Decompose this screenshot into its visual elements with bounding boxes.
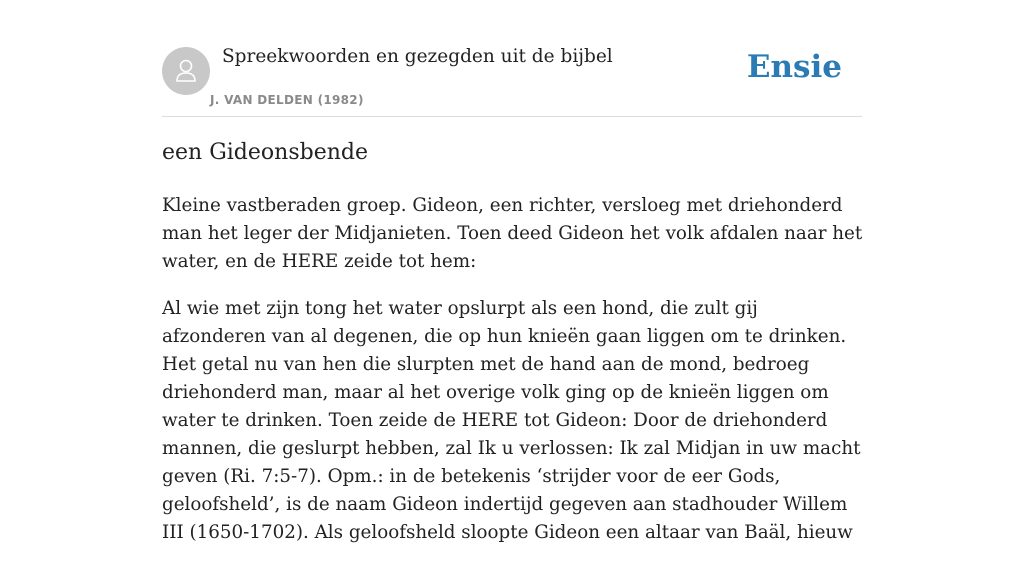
user-icon bbox=[171, 56, 201, 86]
entry-body bbox=[162, 192, 864, 566]
ensie-logo[interactable]: Ensie bbox=[746, 49, 842, 85]
avatar bbox=[162, 47, 210, 95]
entry-paragraph: Kleine vastberaden groep. Gideon, een richter, versloeg met driehonderd man het leger der Midjanieten. Toen deed Gideon het volk afdalen naar het water, en de HERE zeide tot hem: bbox=[162, 195, 863, 272]
entry-paragraph: Al wie met zijn tong het water opslurpt als een hond, die zult gij afzonderen van al degenen, die op hun knieën gaan liggen om te drinken. Het getal nu van hen die slurpten met de hand aan de mond, bedroeg driehonderd man, maar al het overige volk ging op de knieën liggen om water te drinken. Toen zeide de HERE tot Gideon: Door de driehonderd mannen, die geslurpt hebben, zal Ik u verlossen: Ik zal Midjan in uw macht geven (Ri. 7:5-7). Opm.: in de betekenis ‘strijder voor de eer Gods, geloofsheld’, is de naam Gideon indertijd gegeven aan stadhouder Willem III (1650-1702). Als geloofsheld sloopte Gideon een altaar van Baäl, hieuw bbox=[162, 298, 861, 543]
source-header bbox=[162, 0, 862, 117]
source-author-year: J. VAN DELDEN (1982) bbox=[210, 93, 364, 107]
source-title[interactable]: Spreekwoorden en gezegden uit de bijbel bbox=[222, 46, 613, 67]
entry-title: een Gideonsbende bbox=[162, 140, 368, 165]
